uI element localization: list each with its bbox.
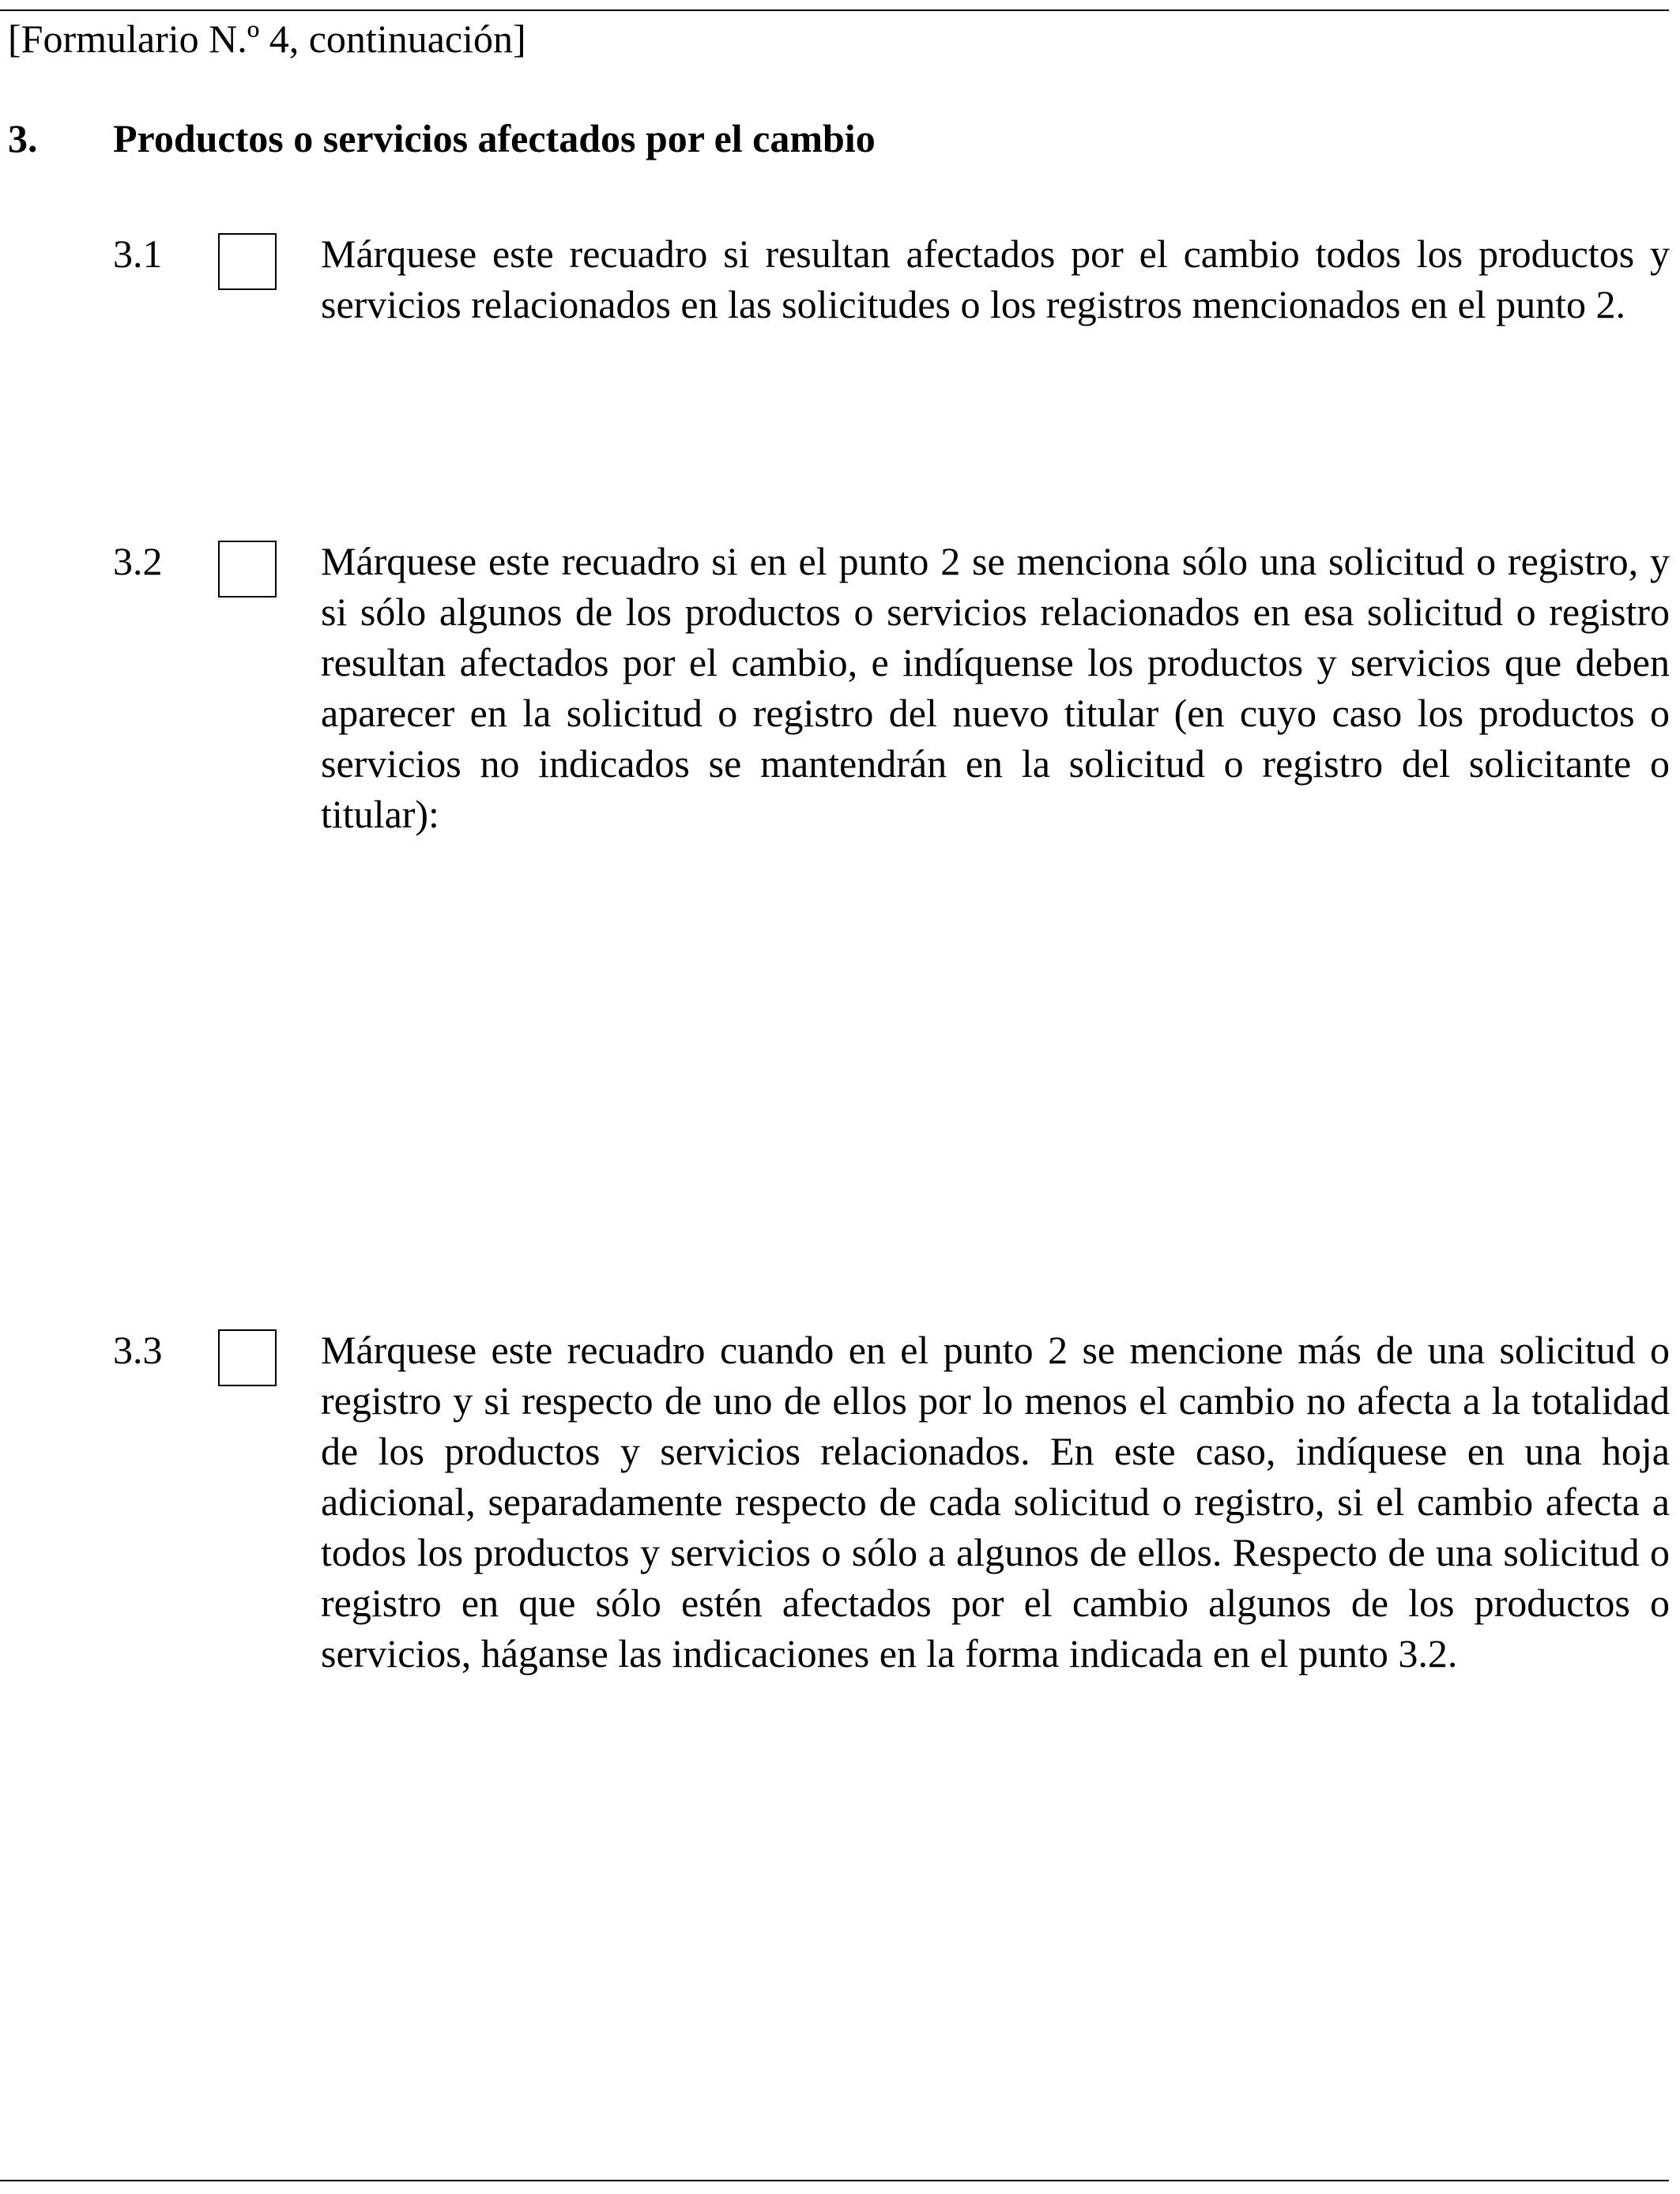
form-continuation-header: [Formulario N.º 4, continuación] <box>8 17 526 61</box>
checkbox-3-1[interactable] <box>218 233 277 290</box>
section-title: Productos o servicios afectados por el cambio <box>113 116 876 160</box>
item-text: Márquese este recuadro si en el punto 2 se menciona sólo una solicitud o registro, y si sólo algunos de los productos o servicios relacionados en esa solicitud o registro resultan afectados por el cambio, e indíquense los productos y servicios que deben aparecer en la solicitud o registro del nuevo titular (en cuyo caso los productos o servicios no indicados se mantendrán en la solicitud o registro del solicitante o titular): <box>321 539 1670 836</box>
bottom-rule <box>0 2180 1669 2181</box>
item-text: Márquese este recuadro cuando en el punto 2 se mencione más de una solicitud o registro y si respecto de uno de ellos por lo menos el cambio no afecta a la totalidad de los productos y servicios relacionados. En este caso, indíquese en una hoja adicional, separadamente respecto de cada solicitud o registro, si el cambio afecta a todos los productos y servicios o sólo a algunos de ellos. Respecto de una solicitud o registro en que sólo estén afectados por el cambio algunos de los productos o servicios, háganse las indicaciones en la forma indicada en el punto 3.2. <box>321 1328 1670 1676</box>
item-number: 3.1 <box>113 232 163 276</box>
item-number: 3.2 <box>113 539 163 583</box>
checkbox-3-3[interactable] <box>218 1329 277 1386</box>
top-rule <box>0 9 1669 11</box>
checkbox-3-2[interactable] <box>218 541 277 598</box>
item-text: Márquese este recuadro si resultan afectados por el cambio todos los productos y servicios relacionados en las solicitudes o los registros mencionados en el punto 2. <box>321 232 1670 326</box>
section-number: 3. <box>8 116 38 160</box>
item-number: 3.3 <box>113 1328 163 1372</box>
